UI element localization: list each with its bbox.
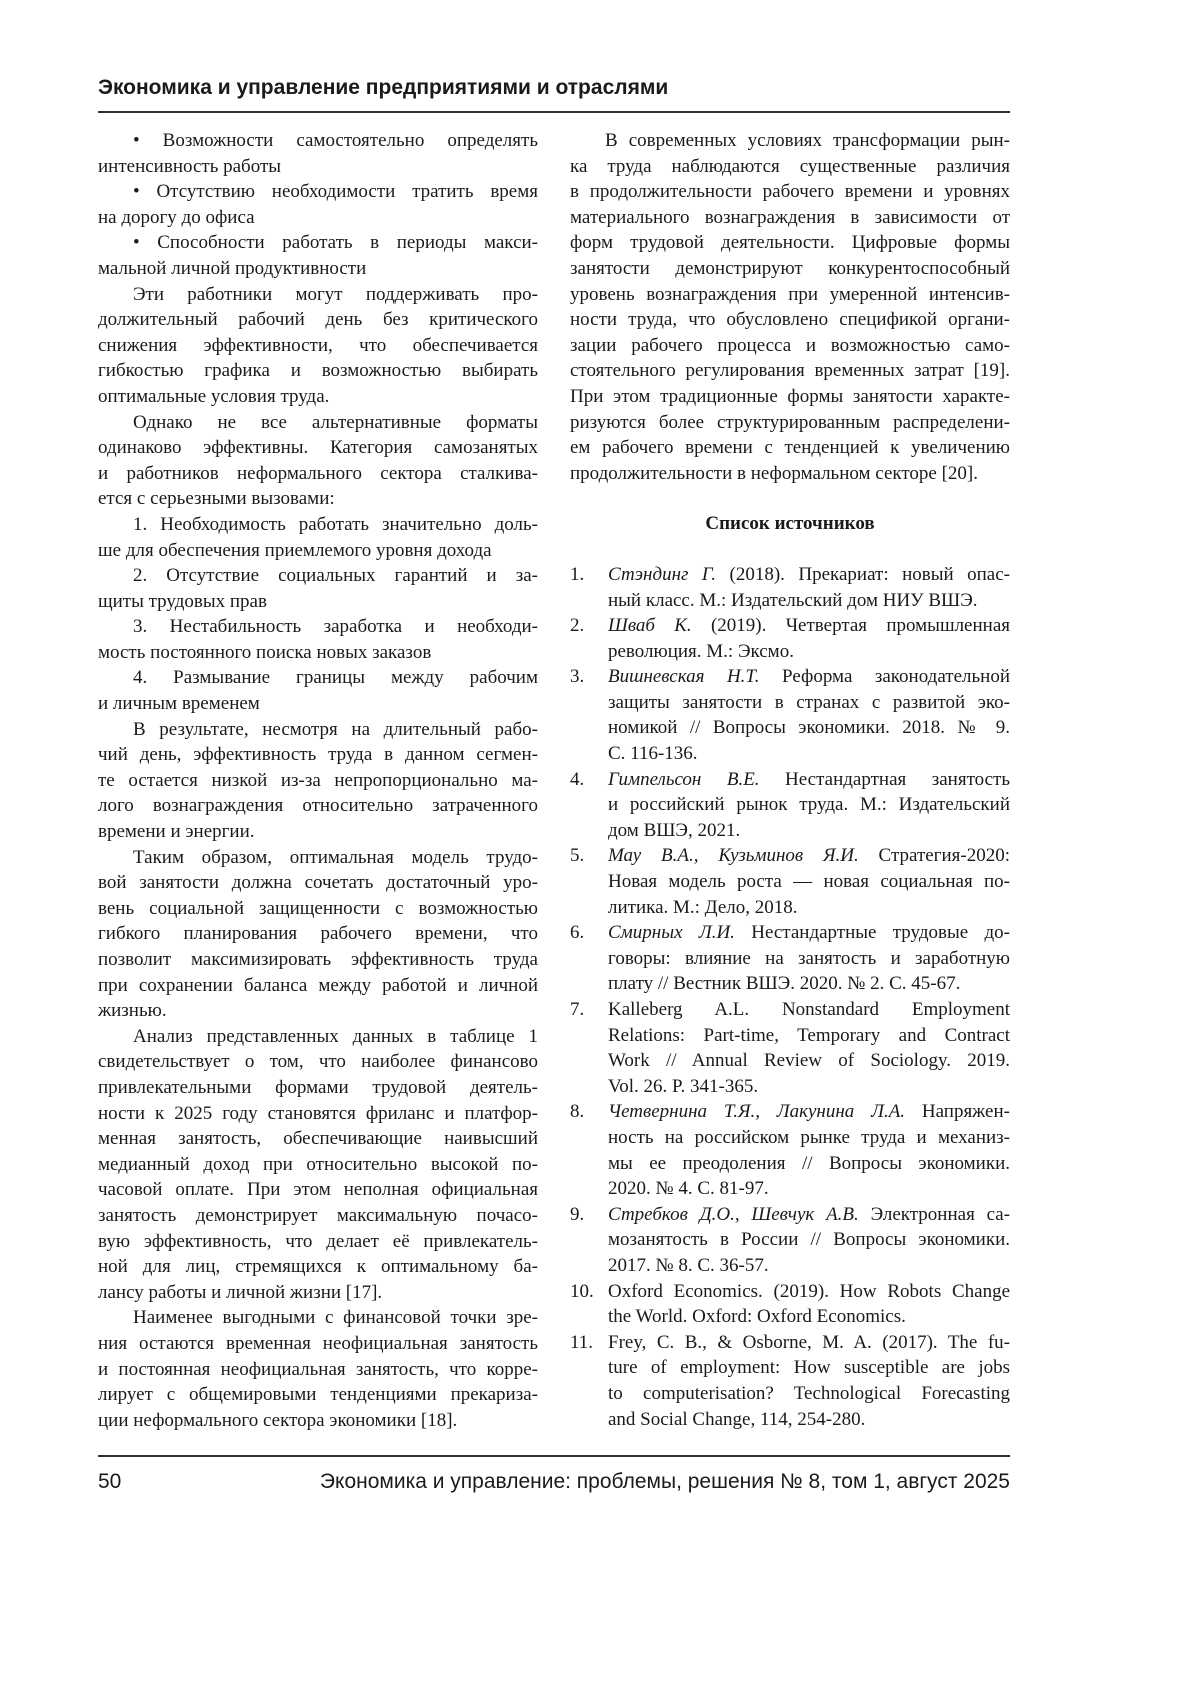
text-line: говоры: влияние на занятость и заработную: [608, 947, 1010, 969]
reference-number: 11.: [570, 1331, 594, 1353]
reference-text: Нестандартная занятость: [759, 768, 1011, 790]
reference-number: 8.: [570, 1101, 585, 1123]
references-title: Список источников: [705, 513, 875, 535]
text-line: на дорогу до офиса: [98, 206, 255, 228]
reference-item: [570, 920, 1010, 997]
footer-rule: [98, 1455, 1010, 1457]
text-line: и российский рынок труда. М.: Издательский: [608, 794, 1010, 816]
reference-text: Напряжен-: [905, 1101, 1010, 1123]
paragraph: [98, 230, 538, 281]
text-line: [608, 613, 1010, 639]
text-line: щиты трудовых прав: [98, 590, 267, 612]
text-line: 4. Размывание границы между рабочим: [133, 667, 538, 689]
text-line: и личным временем: [98, 693, 260, 715]
reference-number: 2.: [570, 615, 585, 637]
paragraph: [98, 128, 538, 179]
text-line: литика. М.: Дело, 2018.: [608, 896, 798, 918]
reference-number: 7.: [570, 999, 585, 1020]
page-number: 50: [98, 1470, 122, 1493]
text-line: дом ВШЭ, 2021.: [608, 819, 741, 841]
text-line: вую эффективность, что делает её привлекатель-: [98, 1230, 538, 1252]
text-line: Vol. 26. P. 341-365.: [608, 1075, 759, 1097]
paragraph: [570, 128, 1010, 486]
text-line: Kalleberg A.L. Nonstandard Employment: [608, 999, 1010, 1020]
text-line: менная занятость, обеспечивающие наивысший: [98, 1128, 538, 1150]
text-line: лансу работы и личной жизни [17].: [98, 1281, 383, 1303]
text-line: Эти работники могут поддерживать про-: [133, 283, 538, 305]
paragraph: [98, 179, 538, 230]
text-line: При этом традиционные формы занятости характе-: [570, 385, 1010, 407]
text-line: ем рабочего времени с тенденцией к увеличению: [570, 437, 1010, 459]
text-line: Наименее выгодными с финансовой точки зре-: [133, 1307, 538, 1329]
reference-item: [570, 843, 1010, 920]
reference-number: 6.: [570, 922, 585, 944]
paragraph: [98, 845, 538, 1024]
text-line: to computerisation? Technological Forecasting: [608, 1382, 1010, 1404]
text-line: мость постоянного поиска новых заказов: [98, 641, 432, 663]
text-line: номикой // Вопросы экономики. 2018. № 9.: [608, 717, 1010, 739]
reference-number: 10.: [570, 1280, 594, 1302]
reference-author: Мау В.А., Кузьминов Я.И.: [608, 845, 859, 867]
paragraph: [98, 614, 538, 665]
text-line: защиты занятости в странах с развитой эко-: [608, 691, 1010, 713]
text-line: при сохранении баланса между работой и личной: [98, 974, 538, 996]
reference-author: Гимпельсон В.Е.: [608, 768, 760, 790]
reference-author: Смирных Л.И.: [608, 922, 735, 944]
journal-footer: Экономика и управление: проблемы, решения № 8, том 1, август 2025: [319, 1470, 1010, 1493]
text-line: снижения эффективности, что обеспечивается: [98, 334, 538, 356]
reference-author: Шваб К.: [608, 615, 692, 637]
reference-text: (2019). Четвертая промышленная: [691, 615, 1010, 637]
text-line: интенсивность работы: [98, 155, 282, 177]
header-rule: [98, 111, 1010, 113]
text-line: продолжительности в неформальном секторе [20].: [570, 462, 979, 484]
text-line: гибкостью графика и возможностью выбирать: [98, 360, 538, 382]
text-line: Oxford Economics. (2019). How Robots Change: [608, 1280, 1010, 1302]
paragraph: [98, 282, 538, 410]
text-line: ется с серьезными вызовами:: [98, 488, 335, 510]
reference-number: 1.: [570, 563, 585, 585]
text-line: 2017. № 8. С. 36-57.: [608, 1254, 769, 1276]
text-line: В современных условиях трансформации рын-: [605, 130, 1010, 151]
paragraph: [98, 717, 538, 845]
left-column: [98, 128, 538, 1433]
reference-text: Реформа законодательной: [759, 666, 1011, 688]
text-line: вой занятости должна сочетать достаточный уро-: [98, 872, 538, 894]
text-line: времени и энергии.: [98, 821, 255, 843]
text-line: 1. Необходимость работать значительно доль-: [133, 513, 538, 535]
text-line: революция. М.: Эксмо.: [608, 640, 794, 662]
text-line: [608, 767, 1010, 793]
text-line: Work // Annual Review of Sociology. 2019.: [608, 1050, 1010, 1072]
text-line: плату // Вестник ВШЭ. 2020. № 2. С. 45-67.: [608, 973, 961, 995]
reference-text: Стратегия-2020:: [858, 845, 1010, 867]
text-line: [608, 562, 1010, 588]
text-line: ной для лиц, стремящихся к оптимальному ба-: [98, 1256, 538, 1278]
reference-item: [570, 562, 1010, 613]
text-line: лирует с общемировыми тенденциями прекариза-: [98, 1384, 538, 1406]
text-line: С. 116-136.: [608, 743, 698, 765]
paragraph: [98, 1305, 538, 1433]
reference-item: [570, 664, 1010, 766]
text-line: ния остаются временная неофициальная занятость: [98, 1332, 538, 1354]
reference-text: (2018). Прекариат: новый опас-: [716, 563, 1011, 585]
text-line: В результате, несмотря на длительный рабо-: [133, 718, 538, 740]
reference-author: Четвернина Т.Я., Лакунина Л.А.: [608, 1101, 906, 1123]
reference-number: 3.: [570, 666, 585, 688]
text-line: вень социальной защищенности с возможностью: [98, 897, 538, 919]
paragraph: [98, 665, 538, 716]
text-line: • Возможности самостоятельно определять: [133, 130, 538, 151]
text-line: зации рабочего процесса и возможностью само-: [570, 334, 1010, 356]
text-line: и постоянная неофициальная занятость, что корре-: [98, 1358, 538, 1380]
text-line: Таким образом, оптимальная модель трудо-: [133, 846, 538, 868]
text-line: [608, 1099, 1010, 1125]
text-line: уровень вознаграждения при умеренной интенсив-: [570, 283, 1010, 305]
text-line: мы ее преодоления // Вопросы экономики.: [608, 1152, 1010, 1174]
text-line: [608, 920, 1010, 946]
text-line: 2. Отсутствие социальных гарантий и за-: [133, 565, 538, 587]
text-line: 3. Нестабильность заработка и необходи-: [133, 616, 538, 638]
text-line: and Social Change, 114, 254-280.: [608, 1408, 866, 1430]
text-line: и работников неформального сектора сталкива-: [98, 462, 538, 484]
text-line: [608, 1202, 1010, 1228]
text-line: форм трудовой деятельности. Цифровые формы: [570, 232, 1010, 254]
text-line: одинаково эффективны. Категория самозанятых: [98, 437, 538, 459]
paragraph: [98, 410, 538, 512]
running-header: Экономика и управление предприятиями и отраслями: [98, 76, 669, 99]
references-list: [570, 562, 1010, 1432]
text-line: ка труда наблюдаются существенные различия: [570, 155, 1010, 177]
paragraph: [98, 563, 538, 614]
reference-item: [570, 613, 1010, 664]
reference-text: Электронная са-: [858, 1203, 1011, 1225]
text-line: должительный рабочий день без критического: [98, 309, 538, 331]
text-line: часовой оплате. При этом неполная официальная: [98, 1179, 538, 1201]
text-line: мозанятость в России // Вопросы экономики.: [608, 1229, 1010, 1251]
text-line: ности труда, что обусловлено спецификой органи-: [570, 309, 1010, 331]
text-line: Frey, C. B., & Osborne, M. A. (2017). The fu-: [608, 1331, 1010, 1353]
reference-author: Стэндинг Г.: [608, 563, 717, 585]
text-line: the World. Oxford: Oxford Economics.: [608, 1306, 906, 1328]
text-line: [608, 843, 1010, 869]
text-line: чий день, эффективность труда в данном сегмен-: [98, 744, 538, 766]
reference-item: [570, 767, 1010, 844]
text-line: ность на российском рынке труда и механиз-: [608, 1126, 1010, 1148]
text-line: мальной личной продуктивности: [98, 257, 367, 279]
text-line: Анализ представленных данных в таблице 1: [133, 1025, 538, 1047]
reference-author: Стребков Д.О., Шевчук А.В.: [608, 1203, 859, 1225]
text-line: медианный доход при относительно высокой по-: [98, 1153, 538, 1175]
reference-number: 5.: [570, 845, 585, 867]
paragraph: [98, 512, 538, 563]
text-line: свидетельствует о том, что наиболее финансово: [98, 1051, 538, 1073]
reference-item: [570, 1279, 1010, 1330]
text-line: ризуются более структурированным распределени-: [570, 411, 1010, 433]
text-line: ный класс. М.: Издательский дом НИУ ВШЭ.: [608, 589, 978, 611]
text-line: стоятельного регулирования временных затрат [19].: [570, 360, 1010, 382]
text-line: занятости демонстрируют конкурентоспособный: [570, 257, 1010, 279]
text-line: Новая модель роста — новая социальная по-: [608, 871, 1010, 893]
text-line: ности к 2025 году становятся фриланс и платфор-: [98, 1102, 538, 1124]
right-column: [570, 128, 1010, 1432]
reference-item: [570, 1330, 1010, 1432]
text-line: 2020. № 4. С. 81-97.: [608, 1178, 769, 1200]
text-line: позволит максимизировать эффективность труда: [98, 949, 538, 970]
reference-text: Нестандартные трудовые до-: [734, 922, 1010, 944]
text-line: ture of employment: How susceptible are jobs: [608, 1357, 1010, 1379]
text-line: материального вознаграждения в зависимости от: [570, 206, 1010, 228]
paragraph: [98, 1024, 538, 1306]
reference-number: 4.: [570, 768, 585, 790]
text-line: те остается низкой из-за непропорционально ма-: [98, 769, 538, 791]
text-line: ции неформального сектора экономики [18].: [98, 1409, 458, 1431]
text-line: в продолжительности рабочего времени и уровнях: [570, 181, 1010, 203]
reference-number: 9.: [570, 1203, 585, 1225]
reference-author: Вишневская Н.Т.: [608, 666, 760, 688]
text-line: гибкого планирования рабочего времени, что: [98, 923, 538, 945]
reference-item: [570, 1202, 1010, 1279]
text-line: • Способности работать в периоды макси-: [133, 232, 538, 254]
text-line: Relations: Part-time, Temporary and Contract: [608, 1024, 1010, 1046]
text-line: Однако не все альтернативные форматы: [133, 411, 538, 433]
reference-item: [570, 997, 1010, 1099]
text-line: оптимальные условия труда.: [98, 385, 330, 407]
text-line: привлекательными формами трудовой деятель-: [98, 1076, 538, 1098]
text-line: занятость демонстрирует максимальную почасо-: [98, 1204, 538, 1226]
text-line: жизнью.: [98, 1000, 167, 1022]
text-line: [608, 664, 1010, 690]
reference-item: [570, 1099, 1010, 1201]
text-line: ше для обеспечения приемлемого уровня дохода: [98, 539, 492, 561]
text-line: лого вознаграждения относительно затраченного: [98, 795, 538, 817]
text-line: • Отсутствию необходимости тратить время: [133, 181, 538, 203]
